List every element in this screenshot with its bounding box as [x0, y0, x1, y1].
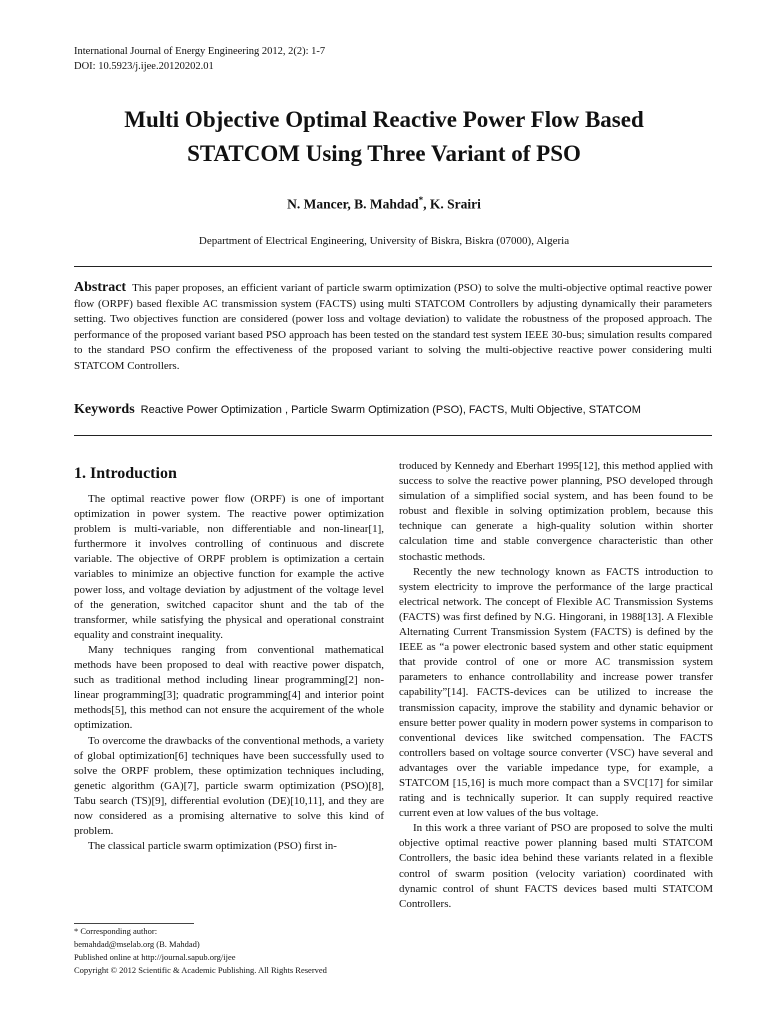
footnote-divider — [74, 923, 194, 924]
journal-citation: International Journal of Energy Engineering 2012, 2(2): 1-7 — [74, 46, 326, 57]
right-column — [399, 459, 713, 912]
divider-bottom — [74, 435, 712, 436]
title-line-1: Multi Objective Optimal Reactive Power Flow Based — [124, 107, 644, 132]
paper-title — [60, 103, 708, 171]
paragraph: troduced by Kennedy and Eberhart 1995[12], this method applied with success to solve the reactive power planning, PSO developed through simulation of a simplified social system, and has been found to be robust and flexible in solving optimization problem, because this technique can generate a high-quality solution within shorter calculation time and stable convergence characteristic than other stochastic methods. — [399, 460, 713, 563]
divider-top — [74, 266, 712, 267]
paragraph: In this work a three variant of PSO are proposed to solve the multi objective optimal reactive power planning based multi STATCOM Controllers, the basic idea behind these variants related in a flexible control of swarm position (velocity variation) coordinated with dynamic control of shunt FACTS devices based multi STATCOM Controllers. — [399, 822, 713, 910]
paragraph: The classical particle swarm optimization (PSO) first in- — [88, 840, 337, 853]
abstract — [74, 280, 712, 375]
authors-part-2: , K. Srairi — [423, 196, 481, 212]
abstract-label: Abstract — [74, 280, 127, 295]
keywords — [74, 402, 712, 418]
left-column — [74, 492, 384, 854]
paragraph: Recently the new technology known as FACTS introduction to system electricity to improve the performance of the large practical electrical network. The concept of Flexible AC Transmission Systems (FACTS) was first defined by N.G. Hingorani, in 1988[13]. A Flexible Alternating Current Transmission System (FACTS) is defined by the IEEE as “a power electronic based system and other static equipment that provide control of one or more AC transmission system parameters to enhance controllability and increase power transfer capability”[14]. FACTS-devices can be utilized to increase the transmission capacity, improve the stability and dynamic behavior or ensure better power quality in modern power systems in comparison to conventional devices like switched compensation. The FACTS controllers based on voltage source converter (VSC) have several and advantages over the variable impedance type, for example, a STATCOM [15,16] is much more compact than a SVC[17] for similar rating and is technically superior. It can supply required reactive current even at low values of the bus voltage. — [399, 565, 713, 820]
corresponding-mark: * — [418, 195, 424, 205]
abstract-text: This paper proposes, an efficient variant of particle swarm optimization (PSO) to solve the multi-objective optimal reactive power flow (ORPF) based flexible AC transmission system (FACTS) using multi STATCOM Controllers by adjusting dynamically their parameters setting. Two objectives function are considered (power loss and voltage deviation) to validate the robustness of the proposed approach. The performance of the proposed variant based PSO approach has been tested on the standard test system IEEE 30-bus; simulation results compared to the standard PSO confirm the effectiveness of the proposed variant to solving the multi-objective reactive power considering multi STATCOM Controllers. — [74, 282, 712, 372]
footnote-corresponding: * Corresponding author: — [74, 926, 158, 936]
authors-part-1: N. Mancer, B. Mahdad — [287, 196, 419, 212]
footnote-copyright: Copyright © 2012 Scientific & Academic Publishing. All Rights Reserved — [74, 965, 327, 975]
footnote-email: bemahdad@mselab.org (B. Mahdad) — [74, 939, 200, 949]
section-heading: 1. Introduction — [74, 465, 177, 482]
paragraph: The optimal reactive power flow (ORPF) is one of important optimization in power system. The reactive power optimization problem is multi-variable, non differentiable and non-linear[1], furthermore it involves controlling of continuous and discrete variable. The objective of ORPF problem is optimization a certain variables to minimize an objective function for example the active power loss, and voltage deviation by adjustment of the voltage level of the generation, switched capacitor shunt and the tab of the transformer, while satisfying the physical and operational constraint equality and constraint inequality. — [74, 493, 384, 641]
keywords-text: Reactive Power Optimization , Particle Swarm Optimization (PSO), FACTS, Multi Objective, STATCOM — [140, 404, 641, 416]
paragraph: Many techniques ranging from conventional mathematical methods have been proposed to deal with reactive power dispatch, such as traditional method including linear programming[2] non- linear programming[3]; quadratic programming[4] and interior point methods[5], this method can not ensure the acquirement of the whole optimization. — [74, 643, 384, 732]
title-line-2: STATCOM Using Three Variant of PSO — [187, 141, 581, 166]
journal-header — [74, 44, 325, 74]
keywords-label: Keywords — [74, 402, 135, 417]
footnote — [74, 925, 327, 977]
paragraph: To overcome the drawbacks of the conventional methods, a variety of global optimization[6] techniques have been successfully used to solve the ORPF problem, these optimization techniques including, genetic algorithm (GA)[7], particle swarm optimization (PSO)[8], Tabu search (TS)[9], differential evolution (DE)[10,11], and they are now considered as a promising alternative to solve this kind of problem. — [74, 734, 384, 838]
doi: DOI: 10.5923/j.ijee.20120202.01 — [74, 61, 214, 72]
affiliation: Department of Electrical Engineering, University of Biskra, Biskra (07000), Algeria — [198, 235, 570, 247]
footnote-published: Published online at http://journal.sapub.org/ijee — [74, 952, 236, 962]
author-list — [60, 195, 708, 213]
